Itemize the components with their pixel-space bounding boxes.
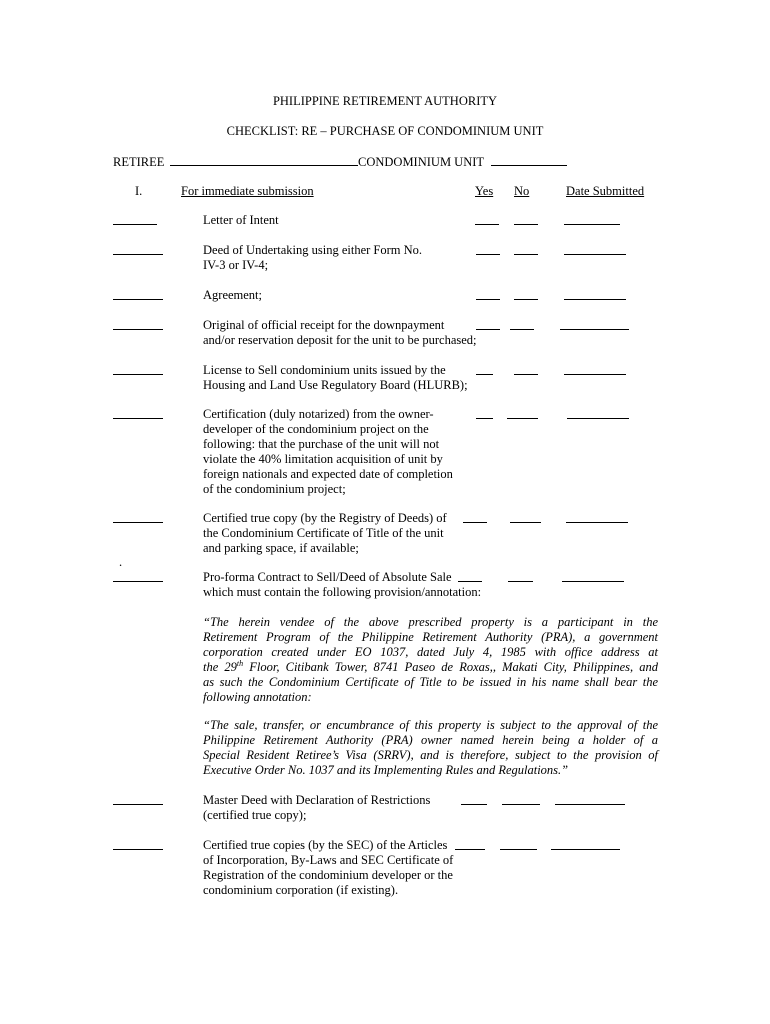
- item-line: and/or reservation deposit for the unit to be purchased;: [203, 333, 477, 347]
- no-blank[interactable]: [502, 804, 540, 805]
- yes-blank[interactable]: [463, 522, 487, 523]
- date-blank[interactable]: [567, 418, 629, 419]
- section-number: I.: [135, 184, 143, 198]
- annotation-line: “The herein vendee of the above prescribed property is a participant in the: [203, 615, 658, 629]
- item-line: following: that the purchase of the unit will not: [203, 437, 440, 451]
- date-blank[interactable]: [564, 224, 620, 225]
- yes-blank[interactable]: [476, 329, 500, 330]
- item-line: Letter of Intent: [203, 213, 279, 227]
- item-line: violate the 40% limitation acquisition of unit by: [203, 452, 443, 466]
- yes-blank[interactable]: [476, 299, 500, 300]
- yes-blank[interactable]: [476, 418, 493, 419]
- check-blank[interactable]: [113, 254, 163, 255]
- item-text: [203, 213, 279, 228]
- item-line: Certification (duly notarized) from the owner-: [203, 407, 434, 421]
- item-line: condominium corporation (if existing).: [203, 883, 399, 897]
- item-line: Housing and Land Use Regulatory Board (HLURB);: [203, 378, 468, 392]
- annotation-line: Executive Order No. 1037 and its Implementing Rules and Regulations.”: [203, 763, 569, 777]
- retiree-blank[interactable]: [170, 154, 358, 166]
- item-line: Master Deed with Declaration of Restrictions: [203, 793, 431, 807]
- item-line: Deed of Undertaking using either Form No.: [203, 243, 423, 257]
- item-line: Agreement;: [203, 288, 263, 302]
- check-blank[interactable]: [113, 849, 163, 850]
- check-blank[interactable]: [113, 329, 163, 330]
- item-line: IV-3 or IV-4;: [203, 258, 269, 272]
- no-blank[interactable]: [510, 329, 534, 330]
- item-text: [203, 511, 447, 556]
- no-blank[interactable]: [514, 299, 538, 300]
- organization-title: PHILIPPINE RETIREMENT AUTHORITY: [272, 94, 498, 108]
- retiree-label: RETIREE: [113, 155, 165, 169]
- item-line: Certified true copies (by the SEC) of the Articles: [203, 838, 448, 852]
- item-line: Certified true copy (by the Registry of Deeds) of: [203, 511, 447, 525]
- annotation-line: Philippine Retirement Authority (PRA) owner named herein being a holder of a: [203, 733, 658, 747]
- item-line: which must contain the following provision/annotation:: [203, 585, 482, 599]
- no-blank[interactable]: [514, 224, 538, 225]
- annotation-line: “The sale, transfer, or encumbrance of this property is subject to the approval of the: [203, 718, 658, 732]
- item-line: of Incorporation, By-Laws and SEC Certificate of: [203, 853, 454, 867]
- item-line: foreign nationals and expected date of completion: [203, 467, 453, 481]
- document-title: CHECKLIST: RE – PURCHASE OF CONDOMINIUM UNIT: [226, 124, 544, 138]
- yes-blank[interactable]: [476, 374, 493, 375]
- date-blank[interactable]: [551, 849, 620, 850]
- retiree-field: [113, 154, 358, 170]
- check-blank[interactable]: [113, 522, 163, 523]
- yes-blank[interactable]: [458, 581, 482, 582]
- check-blank[interactable]: [113, 804, 163, 805]
- annotation-line: Retirement Program of the Philippine Retirement Authority (PRA), a government: [203, 630, 658, 644]
- date-blank[interactable]: [564, 254, 626, 255]
- no-blank[interactable]: [508, 581, 533, 582]
- unit-label: CONDOMINIUM UNIT: [358, 155, 484, 169]
- item-line: the Condominium Certificate of Title of the unit: [203, 526, 444, 540]
- date-blank[interactable]: [560, 329, 629, 330]
- annotation-line: as such the Condominium Certificate of Title to be issued in his name shall bear the: [203, 675, 658, 689]
- item-line: Original of official receipt for the downpayment: [203, 318, 445, 332]
- date-blank[interactable]: [555, 804, 625, 805]
- check-blank[interactable]: [113, 299, 163, 300]
- unit-field: [358, 154, 567, 170]
- no-blank[interactable]: [507, 418, 538, 419]
- annotation-paragraph: [203, 718, 658, 778]
- unit-blank[interactable]: [491, 154, 567, 166]
- stray-mark: .: [119, 555, 123, 569]
- item-line: (certified true copy);: [203, 808, 307, 822]
- item-line: and parking space, if available;: [203, 541, 359, 555]
- date-blank[interactable]: [564, 374, 626, 375]
- item-text: [203, 407, 453, 497]
- no-blank[interactable]: [500, 849, 537, 850]
- item-text: [203, 570, 481, 600]
- no-blank[interactable]: [510, 522, 541, 523]
- item-text: [203, 288, 262, 303]
- check-blank[interactable]: [113, 581, 163, 582]
- annotation-paragraph: [203, 615, 658, 705]
- column-date-submitted: Date Submitted: [566, 184, 645, 198]
- annotation-line: following annotation:: [203, 690, 312, 704]
- item-line: developer of the condominium project on the: [203, 422, 429, 436]
- item-line: License to Sell condominium units issued by the: [203, 363, 446, 377]
- yes-blank[interactable]: [461, 804, 487, 805]
- item-line: Pro-forma Contract to Sell/Deed of Absolute Sale: [203, 570, 452, 584]
- item-text: [203, 363, 468, 393]
- section-heading: For immediate submission: [181, 184, 314, 198]
- date-blank[interactable]: [562, 581, 624, 582]
- item-text: [203, 793, 430, 823]
- no-blank[interactable]: [514, 254, 538, 255]
- column-no: No: [514, 184, 530, 198]
- annotation-line: corporation created under EO 1037, dated July 4, 1985 with office address at: [203, 645, 658, 659]
- yes-blank[interactable]: [476, 254, 500, 255]
- item-line: Registration of the condominium developer or the: [203, 868, 453, 882]
- check-blank[interactable]: [113, 418, 163, 419]
- check-blank[interactable]: [113, 224, 157, 225]
- yes-blank[interactable]: [475, 224, 499, 225]
- no-blank[interactable]: [514, 374, 538, 375]
- date-blank[interactable]: [564, 299, 626, 300]
- annotation-line: Special Resident Retiree’s Visa (SRRV), and is therefore, subject to the provision of: [203, 748, 658, 762]
- column-yes: Yes: [475, 184, 494, 198]
- yes-blank[interactable]: [455, 849, 485, 850]
- item-text: [203, 318, 477, 348]
- item-text: [203, 838, 453, 898]
- annotation-line: the 29th Floor, Citibank Tower, 8741 Paseo de Roxas,, Makati City, Philippines, and: [203, 658, 658, 674]
- check-blank[interactable]: [113, 374, 163, 375]
- date-blank[interactable]: [566, 522, 628, 523]
- item-line: of the condominium project;: [203, 482, 346, 496]
- item-text: [203, 243, 422, 273]
